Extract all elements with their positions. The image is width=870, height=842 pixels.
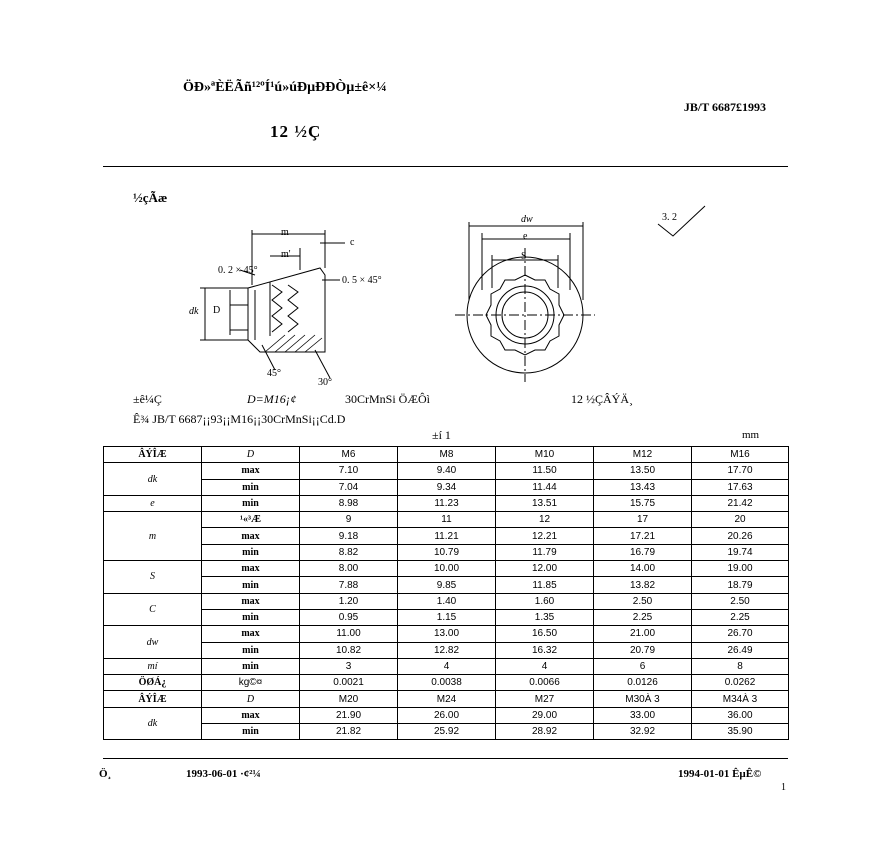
label-dk: dk bbox=[189, 306, 199, 317]
marking-line-2: Ê¾ JB/T 6687¡¡93¡¡M16¡¡30CrMnSi¡¡Cd.D bbox=[133, 412, 346, 426]
table-row bbox=[104, 626, 789, 642]
thread-zigzag bbox=[272, 285, 282, 332]
label-chamfer-left: 0. 2 × 45° bbox=[218, 265, 258, 276]
row-subtype: min bbox=[202, 495, 300, 511]
table-cell: 7.88 bbox=[300, 577, 398, 593]
table-row bbox=[104, 609, 789, 625]
row-subtype: max bbox=[202, 561, 300, 577]
marking-prefix: ±ê¼Ç bbox=[133, 392, 162, 406]
table-cell: 26.00 bbox=[398, 707, 496, 723]
row-subtype: min bbox=[202, 479, 300, 495]
weight-unit: kg©¤ bbox=[202, 675, 300, 691]
header-org-title: ÖÐ»ªÈËÃñ¹²ºÍ¹ú»úÐµÐÐÒµ±ê×¼ bbox=[183, 80, 387, 95]
row-subtype: min bbox=[202, 544, 300, 560]
table-cell: 21.90 bbox=[300, 707, 398, 723]
row-subtype: min bbox=[202, 642, 300, 658]
table-cell: 0.0021 bbox=[300, 675, 398, 691]
table-cell: 14.00 bbox=[594, 561, 692, 577]
table-cell: 36.00 bbox=[692, 707, 789, 723]
table-cell: 13.50 bbox=[594, 463, 692, 479]
table-cell: 0.0038 bbox=[398, 675, 496, 691]
issue-date: 1993-06-01 ·¢²¼ bbox=[186, 768, 261, 780]
table-cell: 2.50 bbox=[594, 593, 692, 609]
table-label: ±í 1 bbox=[432, 428, 451, 442]
table-cell: 8.00 bbox=[300, 561, 398, 577]
table-cell: 21.00 bbox=[594, 626, 692, 642]
table-cell: 2.50 bbox=[692, 593, 789, 609]
table-cell: 11.79 bbox=[496, 544, 594, 560]
table-cell: 11.50 bbox=[496, 463, 594, 479]
table-cell: 2.25 bbox=[692, 609, 789, 625]
table-cell: 7.04 bbox=[300, 479, 398, 495]
table-cell: 11 bbox=[398, 512, 496, 528]
label-S: S bbox=[521, 251, 527, 262]
table-row bbox=[104, 544, 789, 560]
table-cell: 9.40 bbox=[398, 463, 496, 479]
table-cell: 8.82 bbox=[300, 544, 398, 560]
row-symbol: dk bbox=[104, 707, 202, 740]
table-cell: 13.82 bbox=[594, 577, 692, 593]
label-D: D bbox=[213, 305, 221, 316]
table-cell: 17 bbox=[594, 512, 692, 528]
row-subtype: max bbox=[202, 626, 300, 642]
row-subtype: ¹«³Æ bbox=[202, 512, 300, 528]
table-cell: 35.90 bbox=[692, 724, 789, 740]
header-symbol: D bbox=[202, 447, 300, 463]
label-m: m bbox=[281, 227, 289, 238]
table-cell: 4 bbox=[398, 658, 496, 674]
marking-material: 30CrMnSi ÖÆÔì bbox=[345, 392, 431, 406]
table-cell: 17.21 bbox=[594, 528, 692, 544]
table-cell: 32.92 bbox=[594, 724, 692, 740]
row-subtype: max bbox=[202, 463, 300, 479]
table-cell: 0.0066 bbox=[496, 675, 594, 691]
table-cell: 12.82 bbox=[398, 642, 496, 658]
row-symbol: e bbox=[104, 495, 202, 511]
header-param: ÂÝÎÆ bbox=[104, 447, 202, 463]
table-cell: 11.00 bbox=[300, 626, 398, 642]
document-title: 12 ½Ç bbox=[270, 122, 322, 141]
table-cell: 11.23 bbox=[398, 495, 496, 511]
header-size: M8 bbox=[398, 447, 496, 463]
table-row bbox=[104, 707, 789, 723]
table-cell: 11.85 bbox=[496, 577, 594, 593]
row-subtype: max bbox=[202, 593, 300, 609]
table-cell: 2.25 bbox=[594, 609, 692, 625]
roughness-symbol bbox=[658, 206, 705, 236]
row-subtype: min bbox=[202, 609, 300, 625]
table-cell: 21.82 bbox=[300, 724, 398, 740]
row-symbol: C bbox=[104, 593, 202, 626]
label-angle-30: 30° bbox=[318, 377, 332, 388]
table-cell: 9 bbox=[300, 512, 398, 528]
header-size: M10 bbox=[496, 447, 594, 463]
table-cell: 0.0262 bbox=[692, 675, 789, 691]
header-size: M12 bbox=[594, 447, 692, 463]
row-subtype: max bbox=[202, 707, 300, 723]
weight-label: ÖØÁ¿ bbox=[104, 675, 202, 691]
marking-type: 12 ½ÇÂÝÄ¸ bbox=[571, 392, 633, 406]
table-cell: 29.00 bbox=[496, 707, 594, 723]
header-size: M16 bbox=[692, 447, 789, 463]
header-size: M20 bbox=[300, 691, 398, 707]
table-cell: 12 bbox=[496, 512, 594, 528]
implementation-date: 1994-01-01 ÊµÊ© bbox=[678, 768, 762, 780]
table-cell: 26.49 bbox=[692, 642, 789, 658]
table-cell: 12.21 bbox=[496, 528, 594, 544]
weight-row bbox=[104, 675, 789, 691]
table-cell: 1.40 bbox=[398, 593, 496, 609]
header-symbol: D bbox=[202, 691, 300, 707]
table-cell: 10.79 bbox=[398, 544, 496, 560]
table-cell: 19.00 bbox=[692, 561, 789, 577]
section-label: ½çÃæ bbox=[133, 190, 168, 205]
table-cell: 16.50 bbox=[496, 626, 594, 642]
table-row bbox=[104, 495, 789, 511]
table-row bbox=[104, 658, 789, 674]
row-symbol: mí bbox=[104, 658, 202, 674]
table-cell: 20 bbox=[692, 512, 789, 528]
table-cell: 17.63 bbox=[692, 479, 789, 495]
row-symbol: m bbox=[104, 512, 202, 561]
table-row bbox=[104, 512, 789, 528]
table-cell: 0.95 bbox=[300, 609, 398, 625]
standard-number: JB/T 6687£1993 bbox=[683, 100, 766, 114]
table-cell: 9.85 bbox=[398, 577, 496, 593]
table-cell: 20.79 bbox=[594, 642, 692, 658]
table-header-row bbox=[104, 691, 789, 707]
table-row bbox=[104, 463, 789, 479]
table-cell: 13.51 bbox=[496, 495, 594, 511]
table-cell: 21.42 bbox=[692, 495, 789, 511]
header-size: M27 bbox=[496, 691, 594, 707]
page-number: 1 bbox=[781, 782, 786, 793]
table-cell: 33.00 bbox=[594, 707, 692, 723]
label-e: e bbox=[523, 231, 528, 242]
footer-divider bbox=[103, 758, 788, 759]
table-row bbox=[104, 642, 789, 658]
table-cell: 8 bbox=[692, 658, 789, 674]
table-cell: 16.32 bbox=[496, 642, 594, 658]
header-param: ÂÝÎÆ bbox=[104, 691, 202, 707]
table-cell: 28.92 bbox=[496, 724, 594, 740]
table-row bbox=[104, 479, 789, 495]
table-cell: 20.26 bbox=[692, 528, 789, 544]
table-cell: 0.0126 bbox=[594, 675, 692, 691]
table-cell: 11.21 bbox=[398, 528, 496, 544]
label-c: c bbox=[350, 237, 355, 248]
table-cell: 7.10 bbox=[300, 463, 398, 479]
table-cell: 17.70 bbox=[692, 463, 789, 479]
table-cell: 1.15 bbox=[398, 609, 496, 625]
table-cell: 1.60 bbox=[496, 593, 594, 609]
table-unit: mm bbox=[742, 429, 760, 441]
marking-designation: D=M16¡¢ bbox=[247, 392, 297, 406]
header-size: M34À 3 bbox=[692, 691, 789, 707]
row-symbol: dk bbox=[104, 463, 202, 496]
dimension-table bbox=[103, 446, 789, 740]
roughness-value: 3. 2 bbox=[662, 212, 677, 223]
table-cell: 18.79 bbox=[692, 577, 789, 593]
table-row bbox=[104, 724, 789, 740]
table-row bbox=[104, 528, 789, 544]
table-cell: 1.20 bbox=[300, 593, 398, 609]
table-cell: 8.98 bbox=[300, 495, 398, 511]
table-cell: 10.00 bbox=[398, 561, 496, 577]
table-cell: 9.18 bbox=[300, 528, 398, 544]
table-cell: 3 bbox=[300, 658, 398, 674]
header-size: M6 bbox=[300, 447, 398, 463]
footer-left: Ö¸ bbox=[99, 768, 112, 780]
table-cell: 4 bbox=[496, 658, 594, 674]
table-cell: 6 bbox=[594, 658, 692, 674]
label-angle-45: 45° bbox=[267, 368, 281, 379]
table-cell: 10.82 bbox=[300, 642, 398, 658]
table-row bbox=[104, 561, 789, 577]
table-cell: 9.34 bbox=[398, 479, 496, 495]
row-symbol: S bbox=[104, 561, 202, 594]
label-m-prime: m' bbox=[281, 249, 291, 260]
table-cell: 1.35 bbox=[496, 609, 594, 625]
table-row bbox=[104, 577, 789, 593]
row-subtype: min bbox=[202, 658, 300, 674]
row-subtype: min bbox=[202, 724, 300, 740]
table-cell: 13.43 bbox=[594, 479, 692, 495]
marking-line-1 bbox=[133, 392, 633, 407]
header-size: M24 bbox=[398, 691, 496, 707]
table-cell: 15.75 bbox=[594, 495, 692, 511]
table-header-row bbox=[104, 447, 789, 463]
table-cell: 25.92 bbox=[398, 724, 496, 740]
table-row bbox=[104, 593, 789, 609]
header-size: M30À 3 bbox=[594, 691, 692, 707]
table-cell: 16.79 bbox=[594, 544, 692, 560]
table-cell: 13.00 bbox=[398, 626, 496, 642]
nut-side-body bbox=[248, 268, 325, 352]
row-subtype: min bbox=[202, 577, 300, 593]
table-cell: 26.70 bbox=[692, 626, 789, 642]
label-chamfer-right: 0. 5 × 45° bbox=[342, 275, 382, 286]
row-subtype: max bbox=[202, 528, 300, 544]
row-symbol: dw bbox=[104, 626, 202, 659]
table-cell: 11.44 bbox=[496, 479, 594, 495]
table-cell: 19.74 bbox=[692, 544, 789, 560]
label-dw: dw bbox=[521, 214, 533, 225]
table-cell: 12.00 bbox=[496, 561, 594, 577]
